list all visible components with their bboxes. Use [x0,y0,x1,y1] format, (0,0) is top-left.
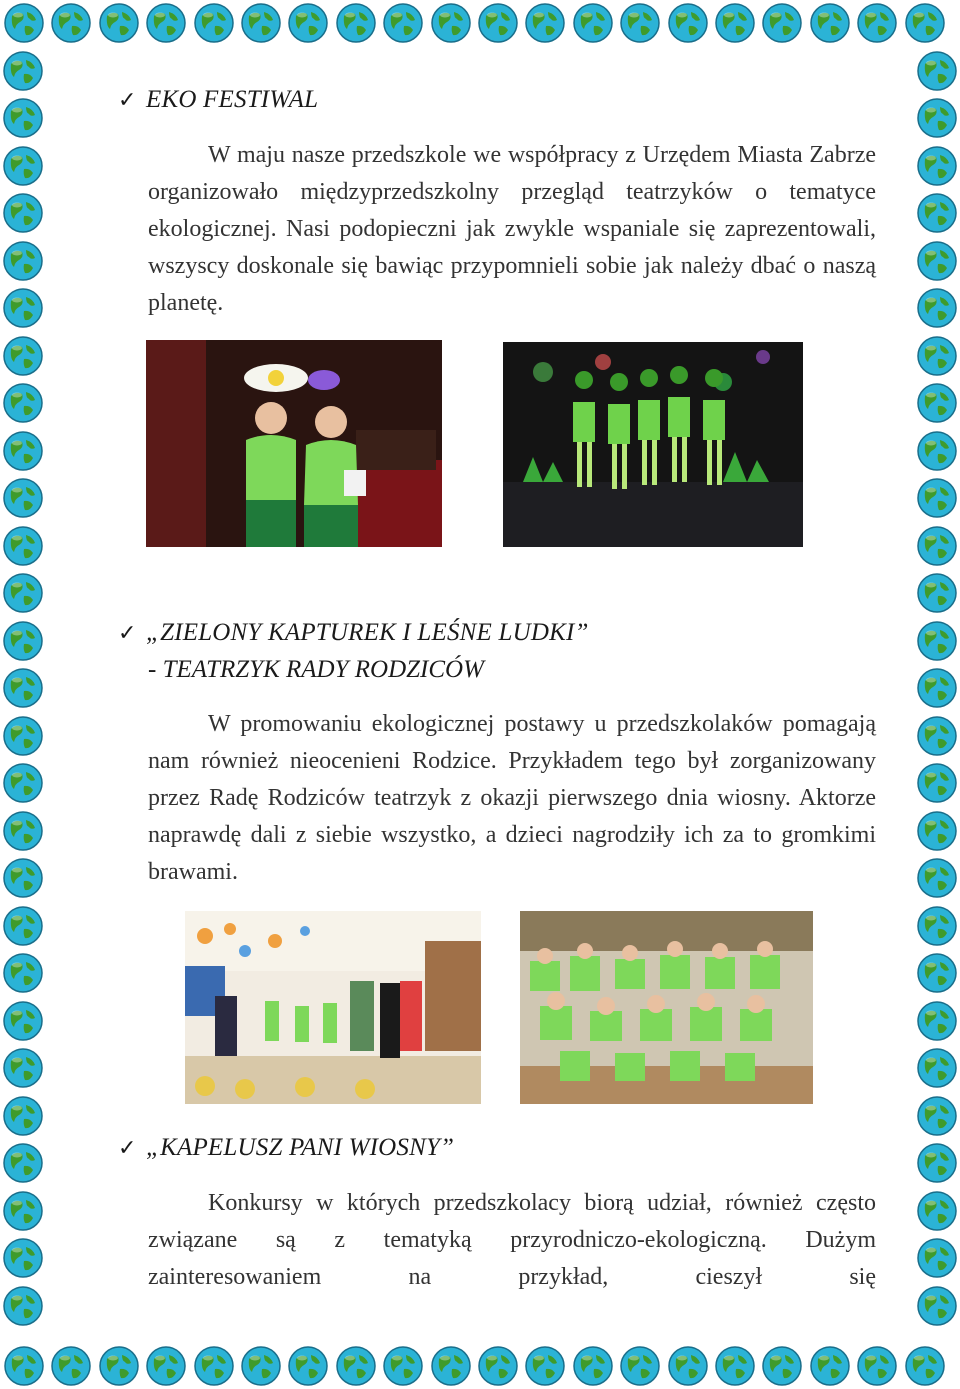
globe-icon [50,2,92,44]
photo-classroom-performance [185,911,481,1104]
globe-icon [2,192,44,234]
globe-icon [916,857,958,899]
globe-icon [145,1345,187,1387]
globe-icon [2,1095,44,1137]
globe-icon [916,572,958,614]
globe-icon [916,50,958,92]
globe-icon [916,810,958,852]
globe-icon [2,810,44,852]
globe-icon [2,1237,44,1279]
section-subtitle: - TEATRZYK RADY RODZICÓW [148,656,484,683]
globe-icon [193,1345,235,1387]
globe-icon [50,1345,92,1387]
checkmark-icon: ✓ [118,620,137,645]
globe-icon [916,335,958,377]
globe-icon [240,1345,282,1387]
globe-icon [809,2,851,44]
globe-icon [856,2,898,44]
globe-icon [619,1345,661,1387]
globe-icon [524,2,566,44]
section-title: EKO FESTIWAL [146,86,319,113]
globe-icon [2,525,44,567]
globe-icon [761,2,803,44]
globe-icon [2,1190,44,1232]
globe-icon [2,952,44,994]
globe-icon [667,1345,709,1387]
globe-icon [240,2,282,44]
section-heading-zielony-kapturek [118,619,589,647]
globe-icon [287,2,329,44]
section-title: „KAPELUSZ PANI WIOSNY” [146,1134,455,1161]
globe-icon [916,762,958,804]
globe-icon [2,382,44,424]
globe-icon [916,145,958,187]
globe-icon [572,1345,614,1387]
globe-icon [761,1345,803,1387]
globe-icon [3,1345,45,1387]
globe-icon [916,1000,958,1042]
globe-icon [2,335,44,377]
globe-icon [916,1095,958,1137]
globe-icon [2,97,44,139]
photo-children-audience [520,911,813,1104]
globe-icon [2,477,44,519]
globe-icon [2,287,44,329]
globe-icon [916,382,958,424]
photo-girls-flower-costumes [146,340,442,547]
globe-icon [916,620,958,662]
globe-icon [2,762,44,804]
globe-icon [856,1345,898,1387]
globe-icon [572,2,614,44]
globe-icon [193,2,235,44]
globe-icon [916,477,958,519]
globe-icon [335,1345,377,1387]
globe-icon [2,430,44,472]
globe-icon [2,1285,44,1327]
globe-icon [916,1142,958,1184]
section-heading-eko-festiwal [118,86,318,114]
globe-icon [916,192,958,234]
photo-frog-costumes-stage [503,342,803,547]
globe-icon [714,2,756,44]
globe-icon [2,715,44,757]
globe-icon [667,2,709,44]
globe-icon [524,1345,566,1387]
globe-icon [382,2,424,44]
globe-icon [2,667,44,709]
globe-icon [916,667,958,709]
globe-icon [916,525,958,567]
globe-icon [287,1345,329,1387]
section-paragraph: Konkursy w których przedszkolacy biorą udział, również często związane są z tematyką przyrodniczo-ekologiczną. Dużym zainteresowaniem na przykład, cieszył się [148,1190,876,1290]
globe-icon [916,1190,958,1232]
globe-icon [145,2,187,44]
globe-icon [2,857,44,899]
globe-icon [430,1345,472,1387]
globe-icon [904,2,946,44]
globe-icon [2,1142,44,1184]
globe-icon [477,1345,519,1387]
globe-icon [916,1285,958,1327]
globe-icon [916,905,958,947]
globe-icon [2,50,44,92]
globe-icon [916,97,958,139]
globe-icon [916,1047,958,1089]
globe-icon [2,1000,44,1042]
section-title: „ZIELONY KAPTUREK I LEŚNE LUDKI” [146,619,589,646]
globe-icon [916,715,958,757]
globe-icon [98,1345,140,1387]
globe-icon [619,2,661,44]
globe-icon [2,145,44,187]
globe-icon [2,240,44,282]
globe-icon [2,572,44,614]
checkmark-icon: ✓ [118,1135,137,1160]
globe-icon [916,240,958,282]
globe-icon [916,287,958,329]
section-paragraph: W maju nasze przedszkole we współpracy z Urzędem Miasta Zabrze organizowało międzyprzedszkolny przegląd teatrzyków o tematyce ekologicznej. Nasi podopieczni jak zwykle wspaniale się zaprezentowali, wszyscy doskonale się bawiąc przypomnieli sobie jak należy dbać o naszą planetę. [148,142,876,316]
globe-icon [2,620,44,662]
globe-icon [3,2,45,44]
globe-icon [98,2,140,44]
globe-icon [916,430,958,472]
globe-icon [916,952,958,994]
globe-icon [382,1345,424,1387]
globe-icon [2,1047,44,1089]
globe-icon [430,2,472,44]
globe-icon [904,1345,946,1387]
section-paragraph: W promowaniu ekologicznej postawy u przedszkolaków pomagają nam również nieocenieni Rodzice. Przykładem tego był zorganizowany przez Radę Rodziców teatrzyk z okazji pierwszego dnia wiosny. Aktorze naprawdę dali z siebie wszystko, a dzieci nagrodziły ich za to gromkimi brawami. [148,711,876,885]
globe-icon [2,905,44,947]
globe-icon [809,1345,851,1387]
globe-icon [477,2,519,44]
checkmark-icon: ✓ [118,87,137,112]
section-heading-kapelusz [118,1134,454,1162]
globe-icon [916,1237,958,1279]
globe-icon [714,1345,756,1387]
globe-icon [335,2,377,44]
